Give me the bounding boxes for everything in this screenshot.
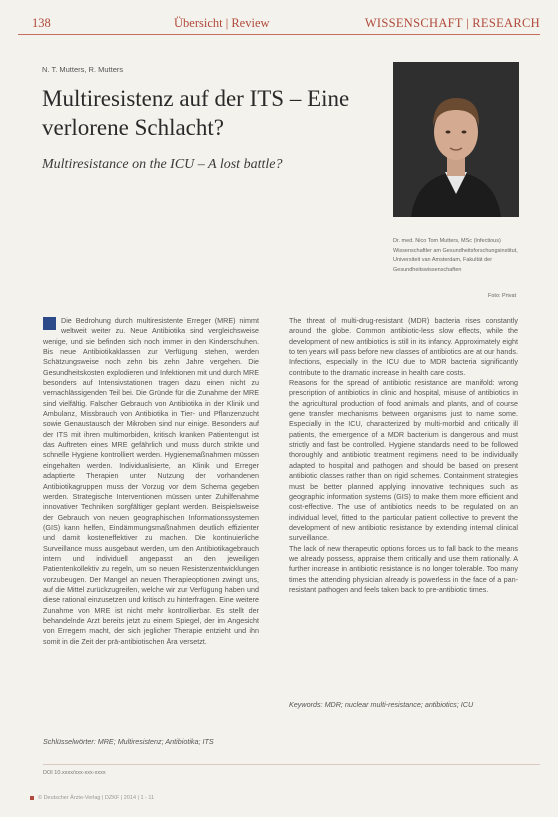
keywords-text: MRE; Multiresistenz; Antibiotika; ITS bbox=[97, 737, 214, 746]
abstract-marker bbox=[43, 317, 56, 330]
keywords-label: Schlüsselwörter: bbox=[43, 737, 96, 746]
footer-rule bbox=[43, 764, 540, 765]
english-paragraph: The threat of multi-drug-resistant (MDR) bacteria rises constantly around the globe. Common antibiotic-less slow effects, while the development of new antibiotics is still in its infancy. Approximately eight to ten years will pass before new classes of antibiotics are at our hands. Infections, especially in the ICU due to MDR bacteria significantly contribute to the dramatic increase in health care costs. bbox=[289, 316, 518, 377]
english-paragraph: The lack of new therapeutic options forces us to fall back to the means we already possess, appraise them critically and use them rationally. A further increase in antibiotic resistance is no longer tolerable. Too many times the attending physician already is powerless in the face of a pan-resistant pathogen and feels taken back to pre-antibiotic times. bbox=[289, 543, 518, 594]
doi: DOI 10.xxxx/xxx-xxx-xxxx bbox=[43, 770, 106, 776]
page-footer bbox=[30, 795, 154, 801]
section-label: Übersicht | Review bbox=[174, 16, 270, 30]
keywords-english bbox=[289, 700, 473, 709]
footer-bullet-icon bbox=[30, 796, 34, 800]
category-label: WISSENSCHAFT | RESEARCH bbox=[364, 16, 540, 30]
header-rule bbox=[18, 34, 540, 35]
authors: N. T. Mutters, R. Mutters bbox=[42, 65, 124, 74]
photo-credit: Foto: Privat bbox=[488, 293, 517, 299]
page-number: 138 bbox=[32, 16, 51, 30]
footer-text: © Deutscher Ärzte-Verlag | DZKF | 2014 | 1 - 11 bbox=[38, 795, 155, 801]
author-portrait bbox=[393, 62, 519, 217]
german-paragraph: Die Bedrohung durch multiresistente Erreger (MRE) nimmt weltweit weiter zu. Neue Antibiotika sind vergleichsweise wenige, und sie befinden sich noch immer in den Kinderschuhen. Bis neue Antibiotikaklassen zur Verfügung stehen, werden Schätzungsweise noch zehn bis zehn Jahre vergehen. Die Gesundheitskosten explodieren und Infektionen mit und durch MRE besonders auf Intensivstationen tragen dazu einen nicht zu vernachlässigenden Teil bei. Die Gründe für die Zunahme der MRE sind vielfältig. Falscher Gebrauch von Antibiotika in der Klinik und Ambulanz, Missbrauch von Antibiotika in Tier- und Pflanzenzucht sowie Genaustausch der Mikroben sind nur einige. Besonders auf der ITS mit ihren multimorbiden, kritisch kranken Patientengut ist das Auftreten eines MRE gefährlich und muss durch strikte und schnelle Hygiene kontrolliert werden. Hygienemaßnahmen müssen eingehalten werden. Individualisierte, an Klinik und Erreger adaptierte Therapien unter Nutzung der vorhandenen Antibiotikagruppen muss der Vorzug vor dem Schema gegeben werden. Strategische Interventionen müssen unter Zuhilfenahme innovativer Techniken sorgfältiger geplant werden. Beispielsweise der Gebrauch von neuen geographischen Informationssystemen (GIS) kann helfen, Eindämmungsmaßnahmen deutlich effizienter und damit kosteneffektiver zu machen. Die kontinuierliche Surveillance muss ausgebaut werden, um den Antibiotikagebrauch intern und individuell angepasst an den jeweiligen Patientenkollektiv zu regeln, um so neuen Resistenzentwicklungen vorzubeugen. Der Mangel an neuen Therapieoptionen zwingt uns, auf die Mittel zurückzugreifen, welche wir zur Verfügung haben und diese rational einzusetzen und kritisch zu hinterfragen. Eine weitere Zunahme von MRE ist nicht mehr kontrollierbar. Es stellt der behandelnde Arzt bereits jetzt zu einem Spiegel, der im Angesicht von Erregern macht, der sich jeglicher Therapie entzieht und ihn somit in die Zeit der prä-antibiotischen Ära versetzt. bbox=[43, 316, 259, 646]
article-subtitle: Multiresistance on the ICU – A lost battle? bbox=[42, 157, 283, 172]
keywords-text: MDR; nuclear multi-resistance; antibiotics; ICU bbox=[324, 700, 474, 709]
german-abstract bbox=[43, 316, 259, 647]
keywords-german bbox=[43, 737, 214, 746]
running-header bbox=[18, 16, 540, 36]
english-paragraph: Reasons for the spread of antibiotic resistance are manifold: wrong prescription of antibiotics in clinic and hospital, misuse of antibiotics in the agricultural production of food animals and plants, and of course gene transfer mechanisms between organisms just to name some. Especially in the ICU, characterized by multi-morbid and critically ill patients, the emergence of a MDR bacterium is dangerous and must strictly and fast be controlled. Hygiene standards need to be followed thoroughly and antibiotic treatment regimens need to be individually adapted to hospital and pathogen and should be based on present antibiotic classes rather than on rigid schemes. Containment strategies must be better planned applying innovative techniques such as geographic information systems (GIS) to make them more efficient and cost-effective. The use of antibiotics needs to be regulated on an individual level, fitted to the particular patient collective to prevent the development of new antibiotic resistance by extending internal clinical surveillance. bbox=[289, 378, 518, 543]
english-abstract bbox=[289, 316, 518, 595]
keywords-label: Keywords: bbox=[289, 700, 323, 709]
article-title: Multiresistenz auf der ITS – Eine verlorene Schlacht? bbox=[42, 86, 350, 140]
photo-caption: Dr. med. Nico Tom Mutters, MSc (Infectious) Wissenschaftler am Gesundheitsforschungsinstitut, Universiteit van Amsterdam, Fakultät der Gesundheitswissenschaften bbox=[393, 238, 518, 273]
author-photo bbox=[393, 62, 519, 217]
